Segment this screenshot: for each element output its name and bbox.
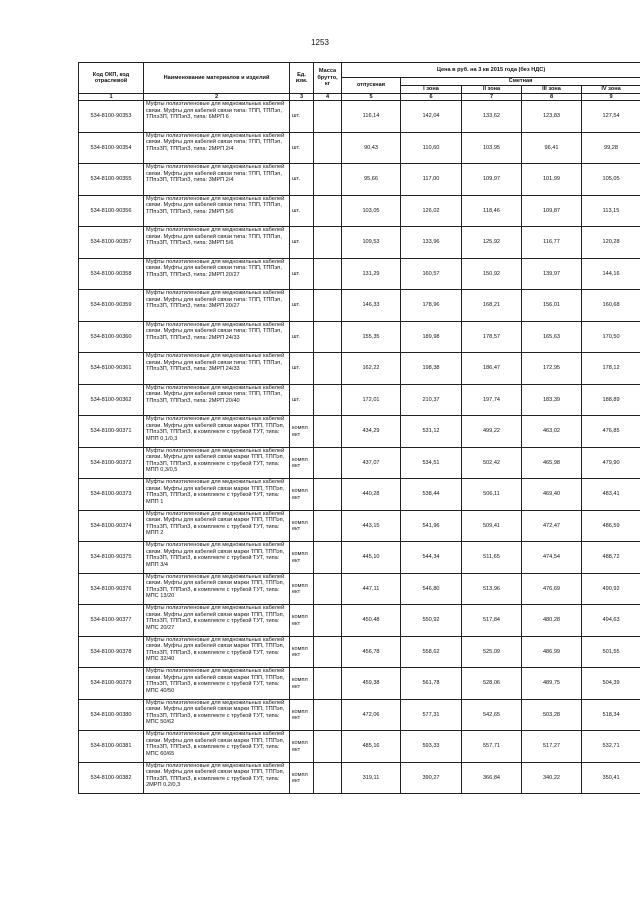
table-row [79, 479, 640, 511]
row-mass [314, 227, 342, 259]
row-zone-2-price: 499,22 [462, 416, 522, 448]
row-release-price: 155,35 [342, 321, 401, 353]
row-zone-3-price: 503,28 [522, 699, 582, 731]
row-name: Муфты полиэтиленовые для медножильных кабелей связи. Муфты для кабелей связи типа: ТПП, ТППэп, ТПпэЗП, ТППэпЗ, типа: 6МРП 6 [144, 101, 290, 133]
row-zone-1-price: 546,80 [401, 573, 462, 605]
row-unit: компл ект [290, 699, 314, 731]
header-price-title: Цена в руб. на 3 кв 2015 года (без НДС) [342, 63, 640, 78]
row-zone-1-price: 561,78 [401, 668, 462, 700]
row-zone-3-price: 183,39 [522, 384, 582, 416]
row-mass [314, 699, 342, 731]
row-zone-1-price: 178,96 [401, 290, 462, 322]
row-zone-1-price: 550,92 [401, 605, 462, 637]
row-code: 534-8100-90358 [79, 258, 144, 290]
row-zone-4-price: 188,89 [582, 384, 640, 416]
row-name: Муфты полиэтиленовые для медножильных кабелей связи. Муфты для кабелей связи марки ТПП, ТППэп, ТПпэЗП, ТППэпЗ, в комплекте с трубкой ТУТ, типа: МПС 32/40 [144, 636, 290, 668]
header-mass: Масса брутто, кг [314, 63, 342, 94]
row-code: 534-8100-90379 [79, 668, 144, 700]
table-row [79, 605, 640, 637]
row-code: 534-8100-90355 [79, 164, 144, 196]
row-zone-2-price: 186,47 [462, 353, 522, 385]
row-zone-1-price: 577,31 [401, 699, 462, 731]
row-zone-2-price: 366,84 [462, 762, 522, 794]
row-unit: компл ект [290, 762, 314, 794]
row-zone-1-price: 198,38 [401, 353, 462, 385]
row-release-price: 459,38 [342, 668, 401, 700]
row-zone-2-price: 511,65 [462, 542, 522, 574]
row-zone-4-price: 160,68 [582, 290, 640, 322]
row-zone-4-price: 504,39 [582, 668, 640, 700]
header-code: Код ОКП, код отраслевой [79, 63, 144, 94]
table-row [79, 668, 640, 700]
page-number: 1253 [311, 38, 329, 47]
row-release-price: 443,15 [342, 510, 401, 542]
row-zone-4-price: 127,54 [582, 101, 640, 133]
row-release-price: 434,29 [342, 416, 401, 448]
row-name: Муфты полиэтиленовые для медножильных кабелей связи. Муфты для кабелей связи типа: ТПП, ТППэп, ТПпэЗП, ТППэпЗ, типа: 2МРП 5/6 [144, 195, 290, 227]
row-zone-3-price: 465,98 [522, 447, 582, 479]
row-unit: компл ект [290, 573, 314, 605]
row-code: 534-8100-90375 [79, 542, 144, 574]
row-name: Муфты полиэтиленовые для медножильных кабелей связи. Муфты для кабелей связи марки ТПП, ТППэп, ТПпэЗП, ТППэпЗ, в комплекте с трубкой ТУТ, типа: МПС 40/50 [144, 668, 290, 700]
row-code: 534-8100-90359 [79, 290, 144, 322]
row-zone-1-price: 117,00 [401, 164, 462, 196]
row-release-price: 440,28 [342, 479, 401, 511]
row-zone-1-price: 110,60 [401, 132, 462, 164]
row-zone-1-price: 558,62 [401, 636, 462, 668]
row-zone-1-price: 160,57 [401, 258, 462, 290]
row-zone-3-price: 469,40 [522, 479, 582, 511]
table-row [79, 132, 640, 164]
row-zone-4-price: 483,41 [582, 479, 640, 511]
row-release-price: 319,11 [342, 762, 401, 794]
row-zone-2-price: 178,57 [462, 321, 522, 353]
row-name: Муфты полиэтиленовые для медножильных кабелей связи. Муфты для кабелей связи марки ТПП, ТППэп, ТПпэЗП, ТППэпЗ, в комплекте с трубкой ТУТ, типа: МПП 0,3/0,5 [144, 447, 290, 479]
row-zone-2-price: 150,92 [462, 258, 522, 290]
row-mass [314, 636, 342, 668]
row-zone-4-price: 476,85 [582, 416, 640, 448]
row-name: Муфты полиэтиленовые для медножильных кабелей связи. Муфты для кабелей связи типа: ТПП, ТППэп, ТПпэЗП, ТППэпЗ, типа: 3МРП 2/4 [144, 164, 290, 196]
row-name: Муфты полиэтиленовые для медножильных кабелей связи. Муфты для кабелей связи типа: ТПП, ТППэп, ТПпэЗП, ТППэпЗ, типа: 2МРП 20/27 [144, 258, 290, 290]
row-unit: шт. [290, 258, 314, 290]
table-row [79, 290, 640, 322]
row-zone-3-price: 340,22 [522, 762, 582, 794]
row-zone-4-price: 479,90 [582, 447, 640, 479]
row-unit: шт. [290, 321, 314, 353]
column-number: 3 [290, 94, 314, 101]
row-code: 534-8100-90362 [79, 384, 144, 416]
table-row [79, 447, 640, 479]
row-release-price: 131,29 [342, 258, 401, 290]
row-name: Муфты полиэтиленовые для медножильных кабелей связи. Муфты для кабелей связи марки ТПП, ТППэп, ТПпэЗП, ТППэпЗ, в комплекте с трубкой ТУТ, типа: МПП 0,1/0,3 [144, 416, 290, 448]
row-zone-2-price: 168,21 [462, 290, 522, 322]
row-zone-3-price: 139,97 [522, 258, 582, 290]
column-number: 5 [342, 94, 401, 101]
row-zone-2-price: 513,96 [462, 573, 522, 605]
row-name: Муфты полиэтиленовые для медножильных кабелей связи. Муфты для кабелей связи типа: ТПП, ТППэп, ТПпэЗП, ТППэпЗ, типа: 2МРП 24/33 [144, 321, 290, 353]
row-unit: компл ект [290, 416, 314, 448]
row-unit: шт. [290, 353, 314, 385]
row-code: 534-8100-90361 [79, 353, 144, 385]
row-release-price: 450,48 [342, 605, 401, 637]
table-row [79, 573, 640, 605]
row-zone-1-price: 133,96 [401, 227, 462, 259]
table-row [79, 195, 640, 227]
row-code: 534-8100-90353 [79, 101, 144, 133]
row-release-price: 172,01 [342, 384, 401, 416]
row-zone-3-price: 463,02 [522, 416, 582, 448]
table-row [79, 731, 640, 763]
row-zone-4-price: 494,63 [582, 605, 640, 637]
row-mass [314, 510, 342, 542]
row-mass [314, 447, 342, 479]
row-release-price: 103,05 [342, 195, 401, 227]
table-row [79, 101, 640, 133]
row-mass [314, 195, 342, 227]
row-zone-2-price: 528,06 [462, 668, 522, 700]
row-zone-3-price: 116,77 [522, 227, 582, 259]
row-unit: шт. [290, 101, 314, 133]
row-zone-1-price: 541,96 [401, 510, 462, 542]
row-release-price: 445,10 [342, 542, 401, 574]
row-zone-1-price: 210,37 [401, 384, 462, 416]
price-table [78, 62, 640, 794]
header-zone-2: II зона [462, 86, 522, 94]
row-code: 534-8100-90360 [79, 321, 144, 353]
row-code: 534-8100-90371 [79, 416, 144, 448]
row-unit: компл ект [290, 479, 314, 511]
row-zone-4-price: 113,15 [582, 195, 640, 227]
row-name: Муфты полиэтиленовые для медножильных кабелей связи. Муфты для кабелей связи марки ТПП, ТППэп, ТПпэЗП, ТППэпЗ, в комплекте с трубкой ТУТ, типа: 2МРП 0,2/0,3 [144, 762, 290, 794]
row-zone-3-price: 96,41 [522, 132, 582, 164]
row-release-price: 109,53 [342, 227, 401, 259]
row-zone-1-price: 390,27 [401, 762, 462, 794]
row-name: Муфты полиэтиленовые для медножильных кабелей связи. Муфты для кабелей связи марки ТПП, ТППэп, ТПпэЗП, ТППэпЗ, в комплекте с трубкой ТУТ, типа: МПС 60/65 [144, 731, 290, 763]
row-mass [314, 258, 342, 290]
row-code: 534-8100-90381 [79, 731, 144, 763]
header-zone-4: IV зона [582, 86, 640, 94]
table-row [79, 699, 640, 731]
row-zone-2-price: 133,62 [462, 101, 522, 133]
row-zone-1-price: 142,04 [401, 101, 462, 133]
row-code: 534-8100-90380 [79, 699, 144, 731]
table-row [79, 762, 640, 794]
row-zone-1-price: 534,51 [401, 447, 462, 479]
header-zone-3: III зона [522, 86, 582, 94]
row-zone-3-price: 109,87 [522, 195, 582, 227]
row-release-price: 456,78 [342, 636, 401, 668]
row-unit: компл ект [290, 605, 314, 637]
row-zone-3-price: 476,69 [522, 573, 582, 605]
row-zone-2-price: 125,92 [462, 227, 522, 259]
row-zone-2-price: 502,42 [462, 447, 522, 479]
row-zone-1-price: 531,12 [401, 416, 462, 448]
row-mass [314, 101, 342, 133]
header-estimate-price: Сметная [401, 78, 640, 86]
row-zone-3-price: 517,27 [522, 731, 582, 763]
header-release-price: отпускная [342, 78, 401, 94]
row-name: Муфты полиэтиленовые для медножильных кабелей связи. Муфты для кабелей связи марки ТПП, ТППэп, ТПпэЗП, ТППэпЗ, в комплекте с трубкой ТУТ, типа: МПП 3/4 [144, 542, 290, 574]
table-row [79, 164, 640, 196]
row-release-price: 162,22 [342, 353, 401, 385]
column-number: 2 [144, 94, 290, 101]
row-zone-4-price: 488,72 [582, 542, 640, 574]
row-release-price: 116,14 [342, 101, 401, 133]
row-mass [314, 573, 342, 605]
row-unit: шт. [290, 132, 314, 164]
row-release-price: 447,11 [342, 573, 401, 605]
row-zone-4-price: 170,50 [582, 321, 640, 353]
row-unit: компл ект [290, 447, 314, 479]
row-name: Муфты полиэтиленовые для медножильных кабелей связи. Муфты для кабелей связи марки ТПП, ТППэп, ТПпэЗП, ТППэпЗ, в комплекте с трубкой ТУТ, типа: МПС 20/27 [144, 605, 290, 637]
row-release-price: 146,33 [342, 290, 401, 322]
row-mass [314, 668, 342, 700]
row-mass [314, 762, 342, 794]
row-code: 534-8100-90382 [79, 762, 144, 794]
row-zone-3-price: 172,95 [522, 353, 582, 385]
row-zone-1-price: 544,34 [401, 542, 462, 574]
row-code: 534-8100-90356 [79, 195, 144, 227]
row-mass [314, 416, 342, 448]
row-release-price: 90,43 [342, 132, 401, 164]
row-mass [314, 321, 342, 353]
row-release-price: 472,06 [342, 699, 401, 731]
row-zone-2-price: 542,65 [462, 699, 522, 731]
row-name: Муфты полиэтиленовые для медножильных кабелей связи. Муфты для кабелей связи марки ТПП, ТППэп, ТПпэЗП, ТППэпЗ, в комплекте с трубкой ТУТ, типа: МПС 13/20 [144, 573, 290, 605]
row-zone-3-price: 165,63 [522, 321, 582, 353]
row-zone-4-price: 120,28 [582, 227, 640, 259]
row-zone-2-price: 509,41 [462, 510, 522, 542]
table-row [79, 227, 640, 259]
row-code: 534-8100-90357 [79, 227, 144, 259]
table-row [79, 510, 640, 542]
row-unit: шт. [290, 227, 314, 259]
table-row [79, 636, 640, 668]
table-row [79, 258, 640, 290]
row-zone-3-price: 474,54 [522, 542, 582, 574]
row-zone-3-price: 472,47 [522, 510, 582, 542]
column-number: 8 [522, 94, 582, 101]
row-mass [314, 731, 342, 763]
row-release-price: 95,66 [342, 164, 401, 196]
row-unit: компл ект [290, 510, 314, 542]
row-release-price: 485,16 [342, 731, 401, 763]
row-name: Муфты полиэтиленовые для медножильных кабелей связи. Муфты для кабелей связи типа: ТПП, ТППэп, ТПпэЗП, ТППэпЗ, типа: 2МРП 2/4 [144, 132, 290, 164]
row-unit: компл ект [290, 668, 314, 700]
row-unit: шт. [290, 164, 314, 196]
row-mass [314, 353, 342, 385]
row-zone-4-price: 99,28 [582, 132, 640, 164]
row-code: 534-8100-90376 [79, 573, 144, 605]
row-zone-2-price: 118,46 [462, 195, 522, 227]
column-number: 7 [462, 94, 522, 101]
row-zone-2-price: 557,71 [462, 731, 522, 763]
row-zone-4-price: 501,55 [582, 636, 640, 668]
row-unit: компл ект [290, 636, 314, 668]
row-unit: шт. [290, 384, 314, 416]
row-mass [314, 605, 342, 637]
column-number: 9 [582, 94, 640, 101]
row-zone-4-price: 486,59 [582, 510, 640, 542]
table-row [79, 321, 640, 353]
row-zone-2-price: 517,84 [462, 605, 522, 637]
table-row [79, 384, 640, 416]
row-mass [314, 384, 342, 416]
row-zone-3-price: 156,01 [522, 290, 582, 322]
row-code: 534-8100-90377 [79, 605, 144, 637]
header-unit: Ед. изм. [290, 63, 314, 94]
row-zone-1-price: 189,98 [401, 321, 462, 353]
header-zone-1: I зона [401, 86, 462, 94]
row-zone-3-price: 486,99 [522, 636, 582, 668]
row-zone-3-price: 489,75 [522, 668, 582, 700]
row-code: 534-8100-90378 [79, 636, 144, 668]
row-zone-3-price: 101,99 [522, 164, 582, 196]
row-zone-1-price: 126,02 [401, 195, 462, 227]
row-name: Муфты полиэтиленовые для медножильных кабелей связи. Муфты для кабелей связи марки ТПП, ТППэп, ТПпэЗП, ТППэпЗ, в комплекте с трубкой ТУТ, типа: МПП 1 [144, 479, 290, 511]
column-number: 4 [314, 94, 342, 101]
row-code: 534-8100-90374 [79, 510, 144, 542]
column-number: 1 [79, 94, 144, 101]
row-unit: компл ект [290, 542, 314, 574]
row-code: 534-8100-90372 [79, 447, 144, 479]
row-zone-4-price: 518,34 [582, 699, 640, 731]
row-unit: шт. [290, 290, 314, 322]
row-zone-4-price: 105,05 [582, 164, 640, 196]
row-zone-4-price: 532,71 [582, 731, 640, 763]
row-zone-1-price: 593,33 [401, 731, 462, 763]
row-zone-2-price: 525,09 [462, 636, 522, 668]
row-mass [314, 542, 342, 574]
row-name: Муфты полиэтиленовые для медножильных кабелей связи. Муфты для кабелей связи типа: ТПП, ТППэп, ТПпэЗП, ТППэпЗ, типа: 2МРП 20/40 [144, 384, 290, 416]
table-body [79, 101, 640, 794]
row-zone-2-price: 103,95 [462, 132, 522, 164]
row-zone-2-price: 197,74 [462, 384, 522, 416]
row-unit: шт. [290, 195, 314, 227]
row-zone-4-price: 178,12 [582, 353, 640, 385]
row-zone-3-price: 480,28 [522, 605, 582, 637]
table-row [79, 416, 640, 448]
row-zone-1-price: 538,44 [401, 479, 462, 511]
row-zone-4-price: 490,92 [582, 573, 640, 605]
row-name: Муфты полиэтиленовые для медножильных кабелей связи. Муфты для кабелей связи типа: ТПП, ТППэп, ТПпэЗП, ТППэпЗ, типа: 3МРП 20/27 [144, 290, 290, 322]
header-name: Наименование материалов и изделий [144, 63, 290, 94]
row-zone-4-price: 144,16 [582, 258, 640, 290]
row-name: Муфты полиэтиленовые для медножильных кабелей связи. Муфты для кабелей связи марки ТПП, ТППэп, ТПпэЗП, ТППэпЗ, в комплекте с трубкой ТУТ, типа: МПП 2 [144, 510, 290, 542]
table-row [79, 353, 640, 385]
row-name: Муфты полиэтиленовые для медножильных кабелей связи. Муфты для кабелей связи марки ТПП, ТППэп, ТПпэЗП, ТППэпЗ, в комплекте с трубкой ТУТ, типа: МПС 50/62 [144, 699, 290, 731]
table-row [79, 542, 640, 574]
row-name: Муфты полиэтиленовые для медножильных кабелей связи. Муфты для кабелей связи типа: ТПП, ТППэп, ТПпэЗП, ТППэпЗ, типа: 3МРП 5/6 [144, 227, 290, 259]
row-zone-3-price: 123,83 [522, 101, 582, 133]
row-unit: компл ект [290, 731, 314, 763]
row-mass [314, 132, 342, 164]
column-number: 6 [401, 94, 462, 101]
row-zone-2-price: 109,97 [462, 164, 522, 196]
row-zone-4-price: 350,41 [582, 762, 640, 794]
row-release-price: 437,07 [342, 447, 401, 479]
row-code: 534-8100-90354 [79, 132, 144, 164]
row-mass [314, 164, 342, 196]
row-mass [314, 290, 342, 322]
row-name: Муфты полиэтиленовые для медножильных кабелей связи. Муфты для кабелей связи типа: ТПП, ТППэп, ТПпэЗП, ТППэпЗ, типа: 3МРП 24/33 [144, 353, 290, 385]
row-zone-2-price: 506,11 [462, 479, 522, 511]
row-code: 534-8100-90373 [79, 479, 144, 511]
row-mass [314, 479, 342, 511]
